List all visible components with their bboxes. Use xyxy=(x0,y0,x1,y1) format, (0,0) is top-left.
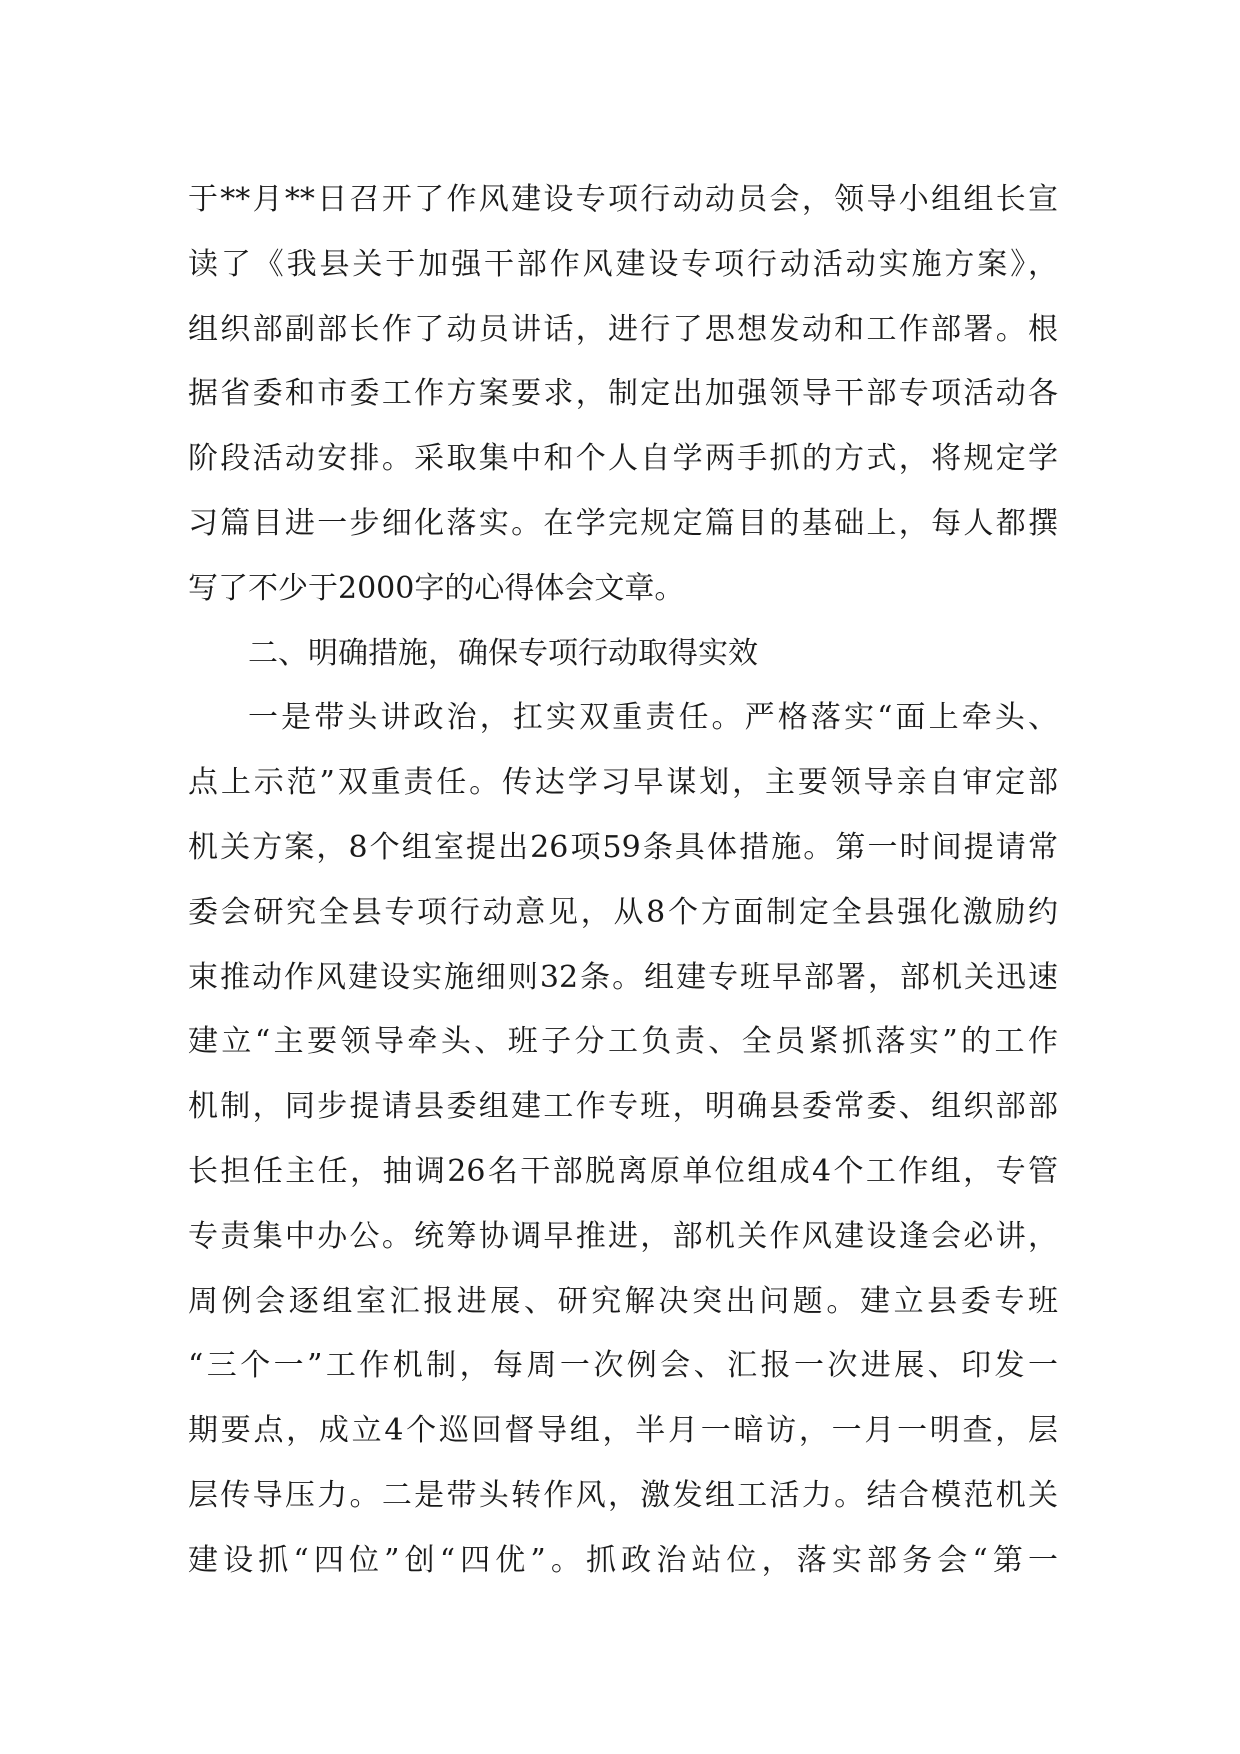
text-line: 期要点，成立4个巡回督导组，半月一暗访，一月一明查，层 xyxy=(188,1413,1058,1449)
text-line: 组织部副部长作了动员讲话，进行了思想发动和工作部署。根 xyxy=(188,311,1058,347)
paragraph-meeting xyxy=(188,168,1058,622)
text-line: 阶段活动安排。采取集中和个人自学两手抓的方式，将规定学 xyxy=(188,441,1058,477)
text-line: 一是带头讲政治，扛实双重责任。严格落实“面上牵头、 xyxy=(248,700,1058,736)
text-line: 机关方案，8个组室提出26项59条具体措施。第一时间提请常 xyxy=(188,829,1058,865)
text-line: 于**月**日召开了作风建设专项行动动员会，领导小组组长宣 xyxy=(188,182,1058,217)
section-heading xyxy=(188,622,1058,687)
text-line: 束推动作风建设实施细则32条。组建专班早部署，部机关迅速 xyxy=(188,959,1058,995)
text-line: 建立“主要领导牵头、班子分工负责、全员紧抓落实”的工作 xyxy=(188,1024,1058,1060)
text-line: 层传导压力。二是带头转作风，激发组工活力。结合模范机关 xyxy=(188,1477,1058,1513)
text-line: 读了《我县关于加强干部作风建设专项行动活动实施方案》， xyxy=(188,246,1058,282)
text-line: 机制，同步提请县委组建工作专班，明确县委常委、组织部部 xyxy=(188,1089,1058,1125)
text-line: 长担任主任，抽调26名干部脱离原单位组成4个工作组，专管 xyxy=(188,1153,1058,1189)
text-line: 习篇目进一步细化落实。在学完规定篇目的基础上，每人都撰 xyxy=(188,505,1058,541)
text-line: 点上示范”双重责任。传达学习早谋划，主要领导亲自审定部 xyxy=(188,765,1058,801)
heading-line: 二、明确措施，确保专项行动取得实效 xyxy=(248,635,758,671)
text-line: 专责集中办公。统筹协调早推进，部机关作风建设逢会必讲， xyxy=(188,1218,1058,1254)
text-line: “三个一”工作机制，每周一次例会、汇报一次进展、印发一 xyxy=(188,1348,1058,1384)
text-line: 据省委和市委工作方案要求，制定出加强领导干部专项活动各 xyxy=(188,376,1058,412)
paragraph-measures xyxy=(188,686,1058,1593)
text-line: 委会研究全县专项行动意见，从8个方面制定全县强化激励约 xyxy=(188,894,1058,930)
text-line: 写了不少于2000字的心得体会文章。 xyxy=(188,570,685,606)
text-line: 周例会逐组室汇报进展、研究解决突出问题。建立县委专班 xyxy=(188,1283,1058,1319)
body-text xyxy=(188,168,1058,1594)
text-line: 建设抓“四位”创“四优”。抓政治站位，落实部务会“第一 xyxy=(188,1542,1058,1578)
